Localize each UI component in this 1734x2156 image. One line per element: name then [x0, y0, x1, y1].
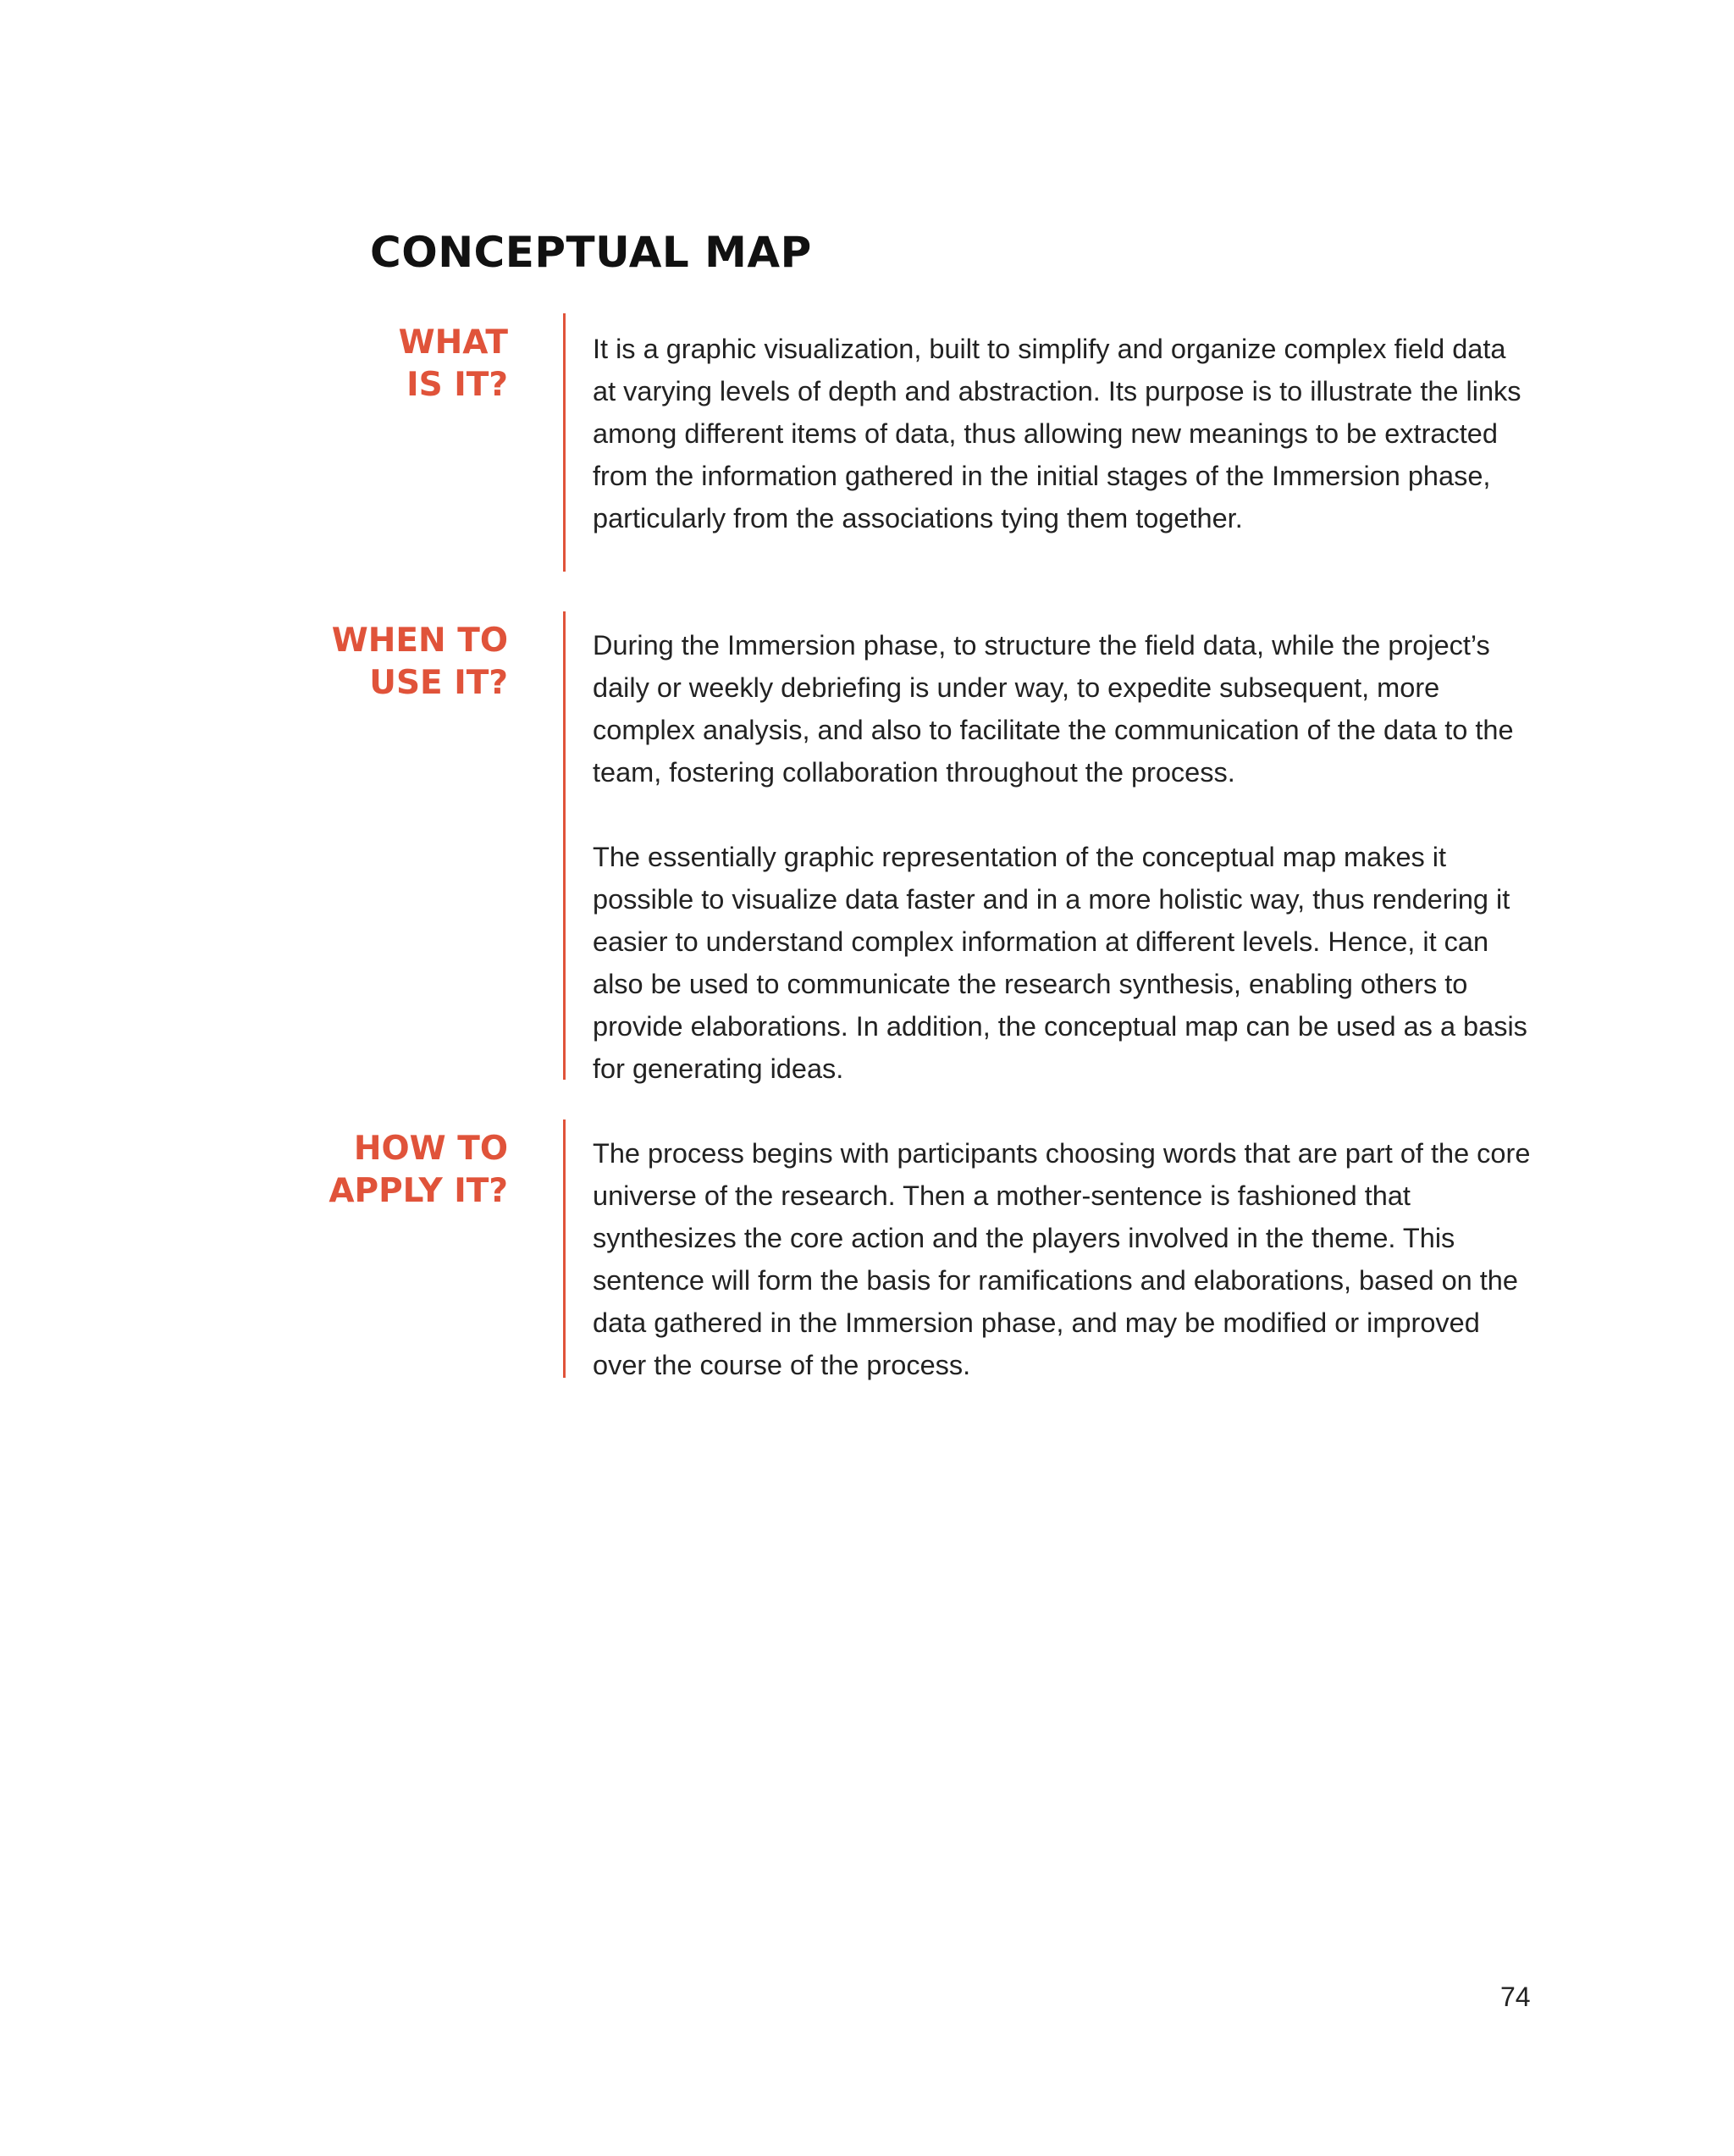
section-label-line: HOW TO [353, 1130, 508, 1168]
accent-rule [563, 1119, 566, 1378]
section-label [254, 1128, 508, 1213]
section-label [254, 620, 508, 705]
section-label [254, 322, 508, 406]
section-when-to-use-it [0, 611, 1734, 1084]
accent-rule [563, 313, 566, 572]
paragraph: It is a graphic visualization, built to simplify and organize complex field data at varying levels of depth and abstraction. Its purpose is to illustrate the links among different items of data, thus allowing new meanings to be extracted from the information gathered in the initial stages of the Immersion phase, particularly from the associations tying them together. [593, 334, 1521, 533]
section-label-line: IS IT? [406, 366, 508, 404]
paragraph: The essentially graphic representation of the conceptual map makes it possible to visualize data faster and in a more holistic way, thus rendering it easier to understand complex information at different levels. Hence, it can also be used to communicate the research synthesis, enabling others to provide elaborations. In addition, the conceptual map can be used as a basis for generating ideas. [593, 842, 1527, 1084]
section-label-line: APPLY IT? [329, 1172, 508, 1210]
section-body [593, 1132, 1532, 1386]
paragraph: During the Immersion phase, to structure the field data, while the project’s daily or weekly debriefing is under way, to expedite subsequent, more complex analysis, and also to facilitate the communication of the data to the team, fostering collaboration throughout the process. [593, 630, 1514, 788]
paragraph: The process begins with participants choosing words that are part of the core universe of the research. Then a mother-sentence is fashioned that synthesizes the core action and the players involved in the theme. This sentence will form the basis for ramifications and elaborations, based on the data gathered in the Immersion phase, and may be modified or improved over the course of the process. [593, 1138, 1531, 1380]
section-label-line: WHEN TO [331, 622, 508, 660]
page-title: CONCEPTUAL MAP [370, 228, 812, 277]
section-body [593, 328, 1532, 539]
section-how-to-apply-it [0, 1119, 1734, 1378]
section-label-line: USE IT? [369, 664, 508, 702]
section-what-is-it [0, 313, 1734, 572]
section-label-line: WHAT [398, 323, 508, 362]
page-number: 74 [1500, 1982, 1531, 2012]
section-body [593, 624, 1532, 1090]
accent-rule [563, 611, 566, 1080]
